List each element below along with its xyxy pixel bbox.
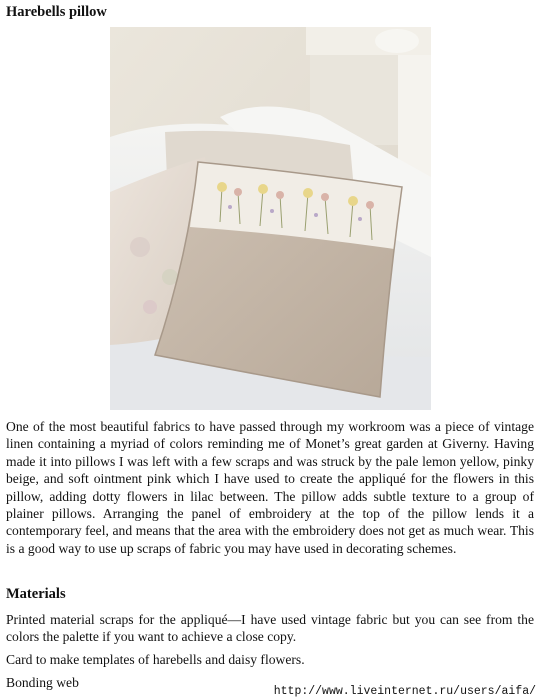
pillow-photo — [110, 27, 431, 410]
materials-item: Bonding web — [6, 675, 79, 690]
materials-item: Printed material scraps for the appliqué—I have used vintage fabric but you can see from the colors the palette if you want to achieve a close copy. — [6, 612, 534, 645]
watermark-url: http://www.liveinternet.ru/users/aifa/ — [273, 685, 536, 698]
materials-heading: Materials — [6, 586, 66, 602]
materials-item: Card to make templates of harebells and daisy flowers. — [6, 652, 305, 667]
body-paragraph: One of the most beautiful fabrics to have passed through my workroom was a piece of vintage linen containing a myriad of colors reminding me of Monet’s great garden at Giverny. Having made it into pillows I was left with a few scraps and was struck by the pale lemon yellow, pinky beige, and soft ointment pink which I have used to create the appliqué for the flowers in this pillow, adding dotty flowers in lilac between. The pillow adds subtle texture to a group of plainer pillows. Arranging the panel of embroidery at the top of the pillow lends it a contemporary feel, and means that the area with the embroidery does not get as much wear. This is a good way to use up scraps of fabric you may have used in decorating schemes. — [6, 419, 534, 556]
page-title: Harebells pillow — [6, 4, 107, 20]
